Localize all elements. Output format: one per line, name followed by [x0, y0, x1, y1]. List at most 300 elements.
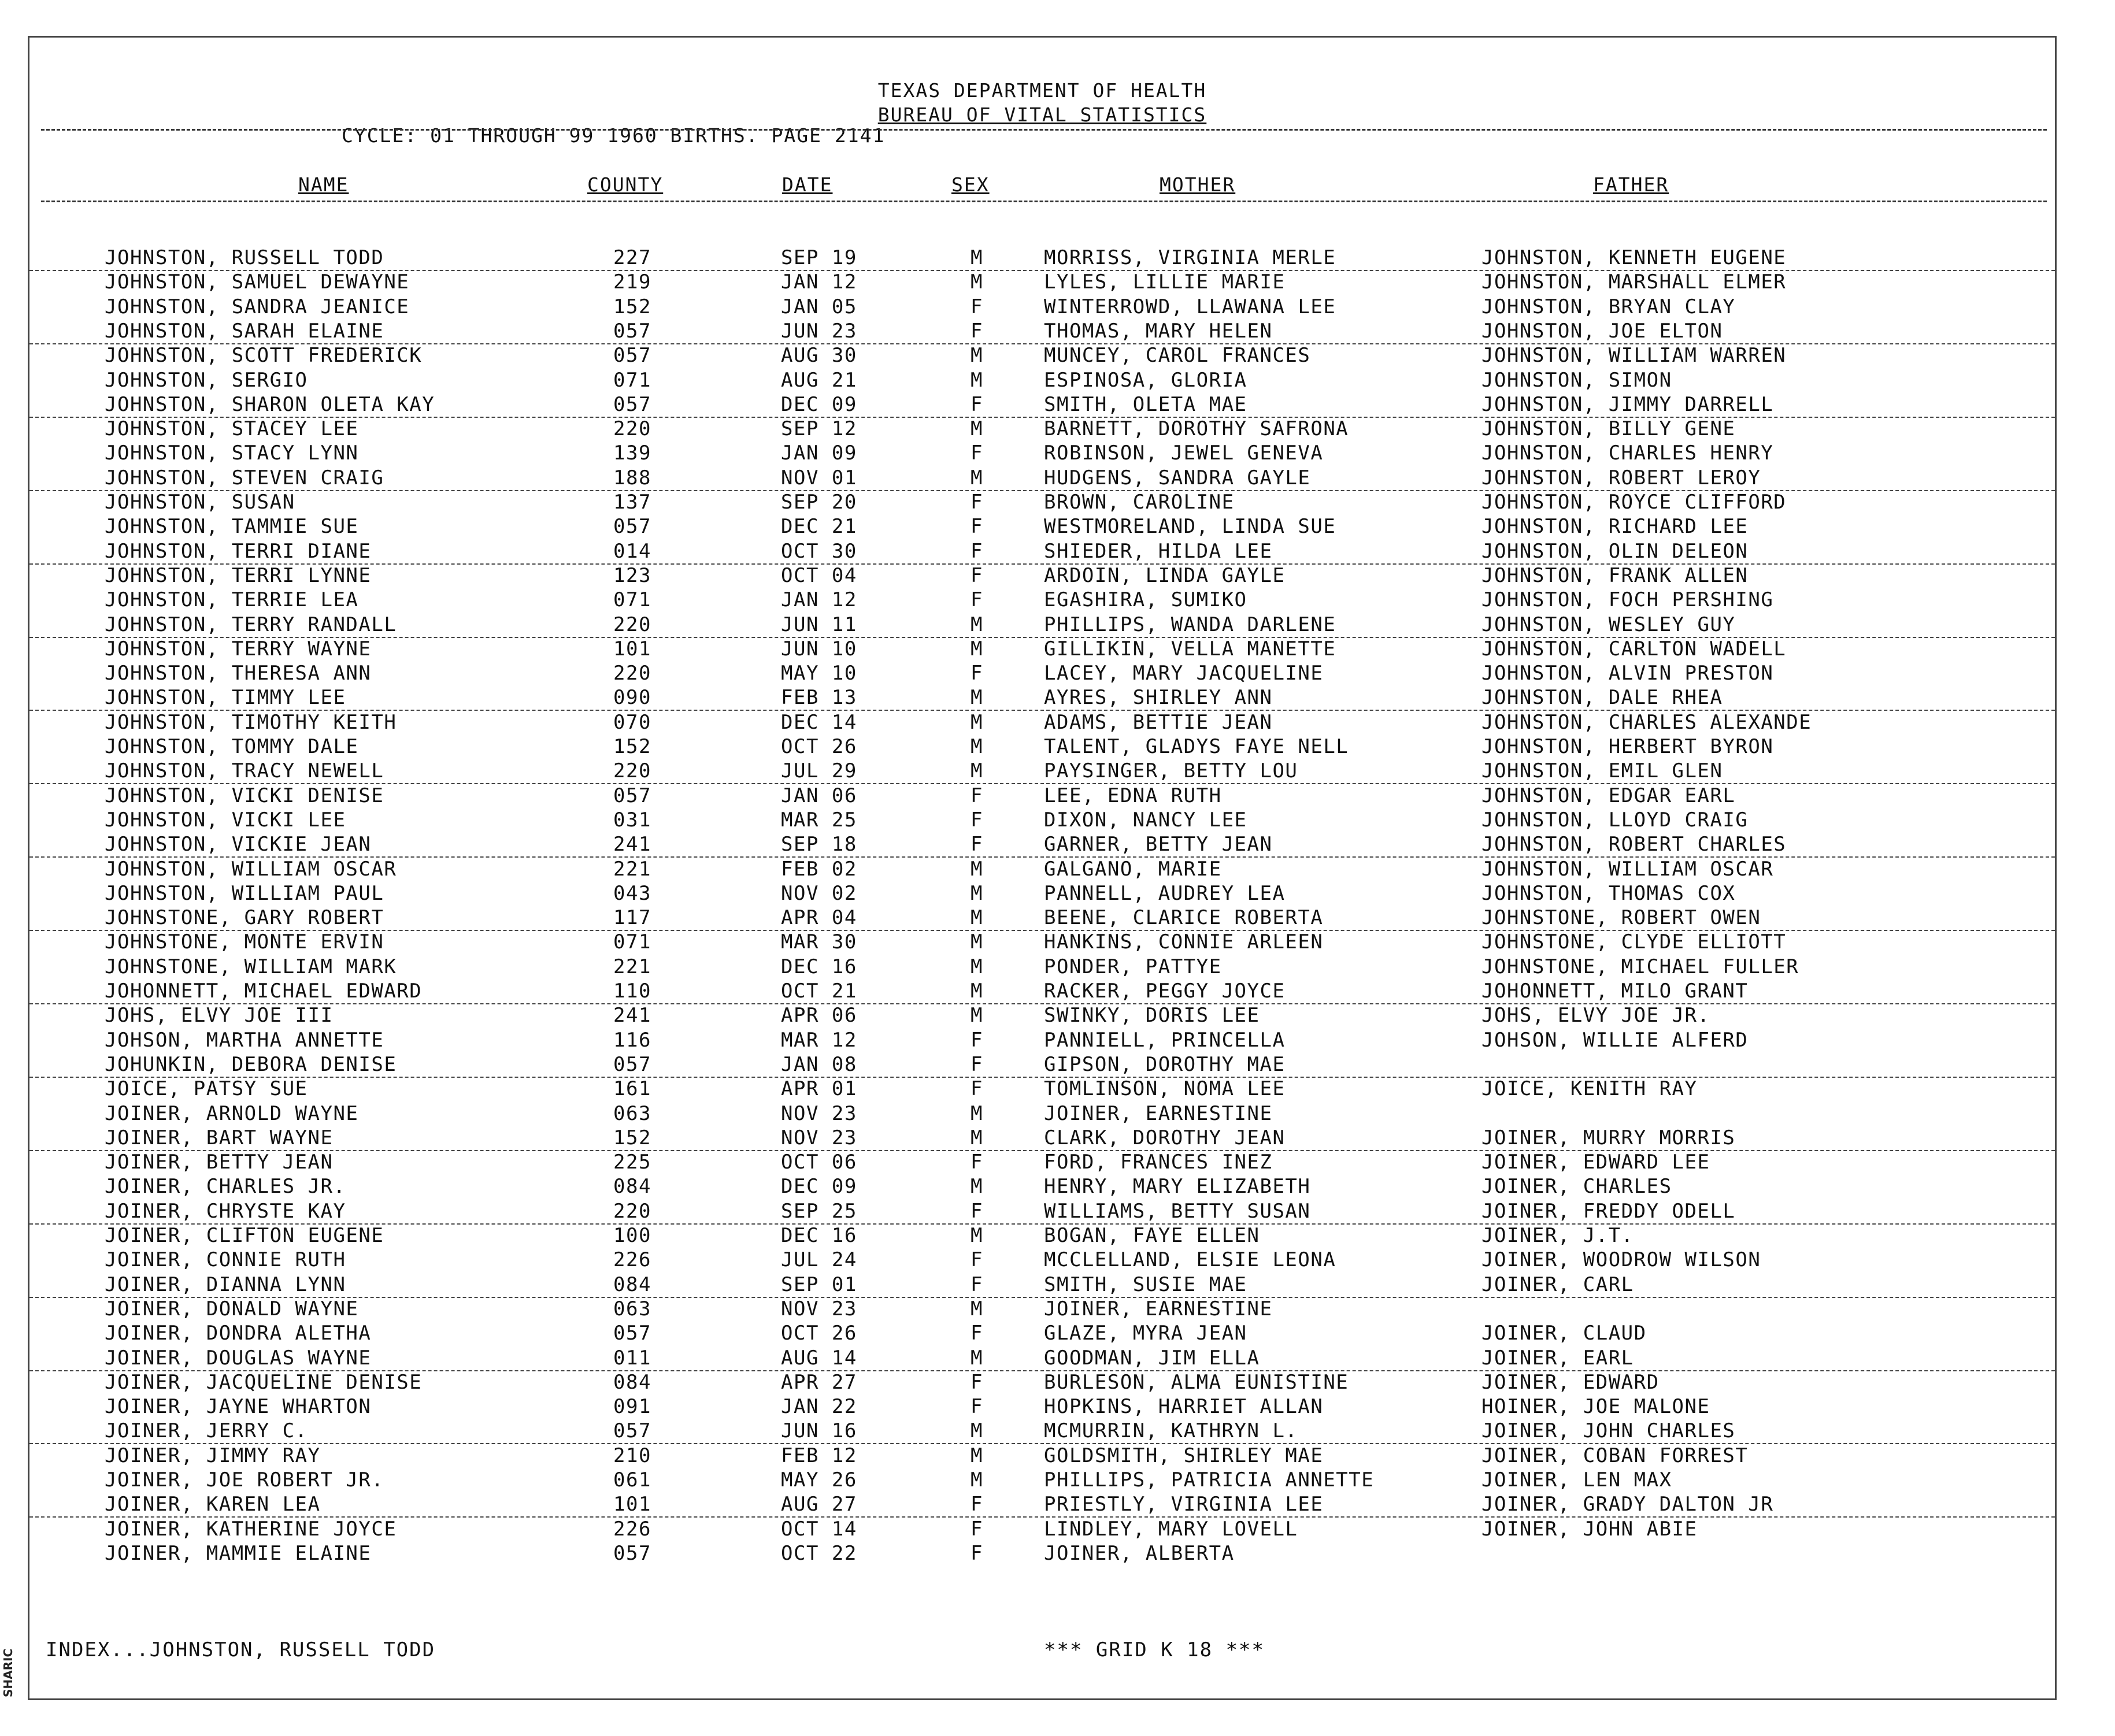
- record-date: DEC 16: [781, 955, 857, 978]
- table-row: [29, 1126, 2055, 1151]
- record-name: JOINER, BETTY JEAN: [105, 1151, 334, 1174]
- record-county: 188: [613, 466, 651, 489]
- record-county: 116: [613, 1028, 651, 1052]
- record-date: OCT 26: [781, 1322, 857, 1345]
- record-county: 031: [613, 808, 651, 832]
- record-name: JOHNSTON, SERGIO: [105, 368, 308, 392]
- record-name: JOHNSTON, TIMOTHY KEITH: [105, 710, 397, 734]
- table-row: [29, 906, 2055, 931]
- record-name: JOHNSTON, VICKI LEE: [105, 808, 346, 832]
- record-sex: M: [971, 980, 983, 1003]
- record-sex: M: [971, 637, 983, 661]
- table-row: [29, 637, 2055, 661]
- record-date: NOV 23: [781, 1126, 857, 1149]
- record-mother: GALGANO, MARIE: [1044, 857, 1222, 881]
- table-row: [29, 1174, 2055, 1199]
- record-sex: F: [971, 319, 983, 343]
- record-sex: F: [971, 1493, 983, 1516]
- record-county: 057: [613, 319, 651, 343]
- table-row: [29, 857, 2055, 881]
- table-row: [29, 246, 2055, 271]
- record-sex: M: [971, 246, 983, 269]
- record-name: JOINER, JACQUELINE DENISE: [105, 1370, 423, 1394]
- record-date: JAN 06: [781, 784, 857, 807]
- record-date: FEB 13: [781, 686, 857, 710]
- record-county: 241: [613, 1004, 651, 1027]
- record-county: 057: [613, 1322, 651, 1345]
- record-name: JOHSON, MARTHA ANNETTE: [105, 1028, 384, 1052]
- record-father: JOHONNETT, MILO GRANT: [1481, 980, 1749, 1003]
- record-county: 220: [613, 613, 651, 636]
- table-row: [29, 343, 2055, 368]
- record-sex: F: [971, 1052, 983, 1076]
- record-name: JOHNSTON, TOMMY DALE: [105, 735, 359, 758]
- record-mother: MCMURRIN, KATHRYN L.: [1044, 1419, 1298, 1443]
- record-sex: M: [971, 344, 983, 368]
- table-row: [29, 710, 2055, 735]
- record-county: 071: [613, 368, 651, 392]
- record-date: JAN 12: [781, 270, 857, 294]
- record-county: 101: [613, 1493, 651, 1516]
- record-sex: M: [971, 466, 983, 489]
- record-date: NOV 23: [781, 1101, 857, 1125]
- table-row: [29, 588, 2055, 612]
- record-name: JOHNSTON, SUSAN: [105, 491, 295, 514]
- record-mother: TOMLINSON, NOMA LEE: [1044, 1077, 1286, 1101]
- record-date: JAN 09: [781, 442, 857, 465]
- record-sex: F: [971, 1273, 983, 1296]
- record-sex: F: [971, 1541, 983, 1565]
- record-county: 123: [613, 563, 651, 587]
- record-name: JOICE, PATSY SUE: [105, 1077, 308, 1101]
- record-father: JOHNSTON, MARSHALL ELMER: [1481, 270, 1787, 294]
- record-sex: M: [971, 270, 983, 294]
- column-header-mother: MOTHER: [1160, 173, 1236, 196]
- record-mother: PRIESTLY, VIRGINIA LEE: [1044, 1493, 1324, 1516]
- record-name: JOINER, BART WAYNE: [105, 1126, 334, 1149]
- record-name: JOHNSTONE, GARY ROBERT: [105, 906, 384, 930]
- record-date: NOV 01: [781, 466, 857, 489]
- record-father: JOHNSTON, LLOYD CRAIG: [1481, 808, 1749, 832]
- record-name: JOHONNETT, MICHAEL EDWARD: [105, 980, 423, 1003]
- record-sex: M: [971, 417, 983, 441]
- record-sex: M: [971, 1346, 983, 1370]
- record-date: SEP 01: [781, 1273, 857, 1296]
- table-row: [29, 1223, 2055, 1248]
- record-date: JUL 24: [781, 1248, 857, 1272]
- record-father: JOHNSTON, OLIN DELEON: [1481, 539, 1749, 563]
- table-row: [29, 1052, 2055, 1078]
- record-county: 226: [613, 1517, 651, 1541]
- record-name: JOINER, DOUGLAS WAYNE: [105, 1346, 372, 1370]
- record-mother: JOINER, EARNESTINE: [1044, 1101, 1273, 1125]
- record-father: JOHNSTON, EDGAR EARL: [1481, 784, 1736, 807]
- table-row: [29, 1468, 2055, 1492]
- column-header-name: NAME: [298, 173, 349, 196]
- record-father: JOINER, CLAUD: [1481, 1322, 1647, 1345]
- record-county: 011: [613, 1346, 651, 1370]
- record-sex: F: [971, 563, 983, 587]
- record-mother: PHILLIPS, WANDA DARLENE: [1044, 613, 1336, 636]
- record-name: JOINER, JOE ROBERT JR.: [105, 1468, 384, 1492]
- record-sex: F: [971, 392, 983, 416]
- record-mother: PANNELL, AUDREY LEA: [1044, 881, 1286, 905]
- record-mother: EGASHIRA, SUMIKO: [1044, 588, 1247, 612]
- record-name: JOHNSTON, TERRI LYNNE: [105, 563, 372, 587]
- record-county: 220: [613, 662, 651, 685]
- record-name: JOINER, JAYNE WHARTON: [105, 1395, 372, 1419]
- record-name: JOHNSTON, TERRIE LEA: [105, 588, 359, 612]
- record-date: SEP 18: [781, 833, 857, 856]
- table-row: [29, 417, 2055, 441]
- table-row: [29, 1028, 2055, 1052]
- record-father: JOHNSTONE, ROBERT OWEN: [1481, 906, 1761, 930]
- record-sex: F: [971, 1151, 983, 1174]
- record-father: JOHNSTON, HERBERT BYRON: [1481, 735, 1774, 758]
- record-mother: SMITH, SUSIE MAE: [1044, 1273, 1247, 1296]
- record-sex: M: [971, 881, 983, 905]
- record-father: JOHNSTON, ALVIN PRESTON: [1481, 662, 1774, 685]
- record-date: AUG 14: [781, 1346, 857, 1370]
- table-row: [29, 466, 2055, 491]
- record-date: MAR 25: [781, 808, 857, 832]
- record-sex: F: [971, 1370, 983, 1394]
- record-sex: M: [971, 1126, 983, 1149]
- record-name: JOHNSTON, TERRY RANDALL: [105, 613, 397, 636]
- record-mother: BOGAN, FAYE ELLEN: [1044, 1224, 1260, 1247]
- record-father: JOINER, GRADY DALTON JR: [1481, 1493, 1774, 1516]
- record-county: 091: [613, 1395, 651, 1419]
- record-sex: F: [971, 1517, 983, 1541]
- record-county: 090: [613, 686, 651, 710]
- record-name: JOHNSTON, TIMMY LEE: [105, 686, 346, 710]
- table-row: [29, 1370, 2055, 1394]
- record-county: 057: [613, 1419, 651, 1443]
- record-name: JOHNSTON, TAMMIE SUE: [105, 515, 359, 539]
- table-row: [29, 1248, 2055, 1272]
- record-date: SEP 19: [781, 246, 857, 269]
- header-rule-bottom: [41, 201, 2047, 202]
- record-name: JOHNSTON, STACY LYNN: [105, 442, 359, 465]
- record-sex: F: [971, 1199, 983, 1223]
- record-father: JOHNSTON, RICHARD LEE: [1481, 515, 1749, 539]
- record-sex: F: [971, 1248, 983, 1272]
- record-father: JOINER, J.T.: [1481, 1224, 1634, 1247]
- table-row: [29, 1199, 2055, 1225]
- ledger-sheet: [28, 36, 2057, 1700]
- record-date: APR 01: [781, 1077, 857, 1101]
- record-mother: LINDLEY, MARY LOVELL: [1044, 1517, 1298, 1541]
- record-date: NOV 02: [781, 881, 857, 905]
- table-row: [29, 368, 2055, 392]
- record-sex: F: [971, 1028, 983, 1052]
- record-county: 071: [613, 588, 651, 612]
- record-father: JOHNSTON, CHARLES HENRY: [1481, 442, 1774, 465]
- record-name: JOINER, CONNIE RUTH: [105, 1248, 346, 1272]
- record-name: JOINER, DONDRA ALETHA: [105, 1322, 372, 1345]
- record-name: JOHNSTON, SHARON OLETA KAY: [105, 392, 435, 416]
- record-county: 057: [613, 515, 651, 539]
- record-father: JOINER, EDWARD: [1481, 1370, 1660, 1394]
- record-date: DEC 21: [781, 515, 857, 539]
- record-date: JUN 10: [781, 637, 857, 661]
- record-sex: M: [971, 1224, 983, 1247]
- record-name: JOHNSTON, TRACY NEWELL: [105, 759, 384, 783]
- record-name: JOHS, ELVY JOE III: [105, 1004, 334, 1027]
- record-mother: LACEY, MARY JACQUELINE: [1044, 662, 1324, 685]
- record-county: 014: [613, 539, 651, 563]
- table-row: [29, 1150, 2055, 1174]
- record-mother: JOINER, ALBERTA: [1044, 1541, 1235, 1565]
- record-date: OCT 21: [781, 980, 857, 1003]
- record-father: JOHNSTON, THOMAS COX: [1481, 881, 1736, 905]
- record-sex: M: [971, 1468, 983, 1492]
- record-mother: ARDOIN, LINDA GAYLE: [1044, 563, 1286, 587]
- record-father: JOICE, KENITH RAY: [1481, 1077, 1698, 1101]
- record-name: JOHNSTONE, MONTE ERVIN: [105, 930, 384, 954]
- record-mother: BEENE, CLARICE ROBERTA: [1044, 906, 1324, 930]
- record-mother: DIXON, NANCY LEE: [1044, 808, 1247, 832]
- record-name: JOHNSTON, WILLIAM OSCAR: [105, 857, 397, 881]
- record-mother: PHILLIPS, PATRICIA ANNETTE: [1044, 1468, 1375, 1492]
- record-date: DEC 09: [781, 1175, 857, 1199]
- record-name: JOINER, DONALD WAYNE: [105, 1297, 359, 1320]
- record-sex: F: [971, 1322, 983, 1345]
- record-name: JOINER, MAMMIE ELAINE: [105, 1541, 372, 1565]
- record-date: FEB 02: [781, 857, 857, 881]
- table-row: [29, 539, 2055, 565]
- record-county: 152: [613, 735, 651, 758]
- record-name: JOINER, CLIFTON EUGENE: [105, 1224, 384, 1247]
- table-row: [29, 979, 2055, 1004]
- table-row: [29, 1517, 2055, 1541]
- record-sex: F: [971, 295, 983, 318]
- record-father: JOHNSTON, WILLIAM WARREN: [1481, 344, 1787, 368]
- record-mother: PONDER, PATTYE: [1044, 955, 1222, 978]
- record-county: 225: [613, 1151, 651, 1174]
- record-county: 152: [613, 295, 651, 318]
- record-county: 220: [613, 759, 651, 783]
- table-row: [29, 832, 2055, 858]
- record-mother: RACKER, PEGGY JOYCE: [1044, 980, 1286, 1003]
- record-mother: PANNIELL, PRINCELLA: [1044, 1028, 1286, 1052]
- table-row: [29, 1419, 2055, 1444]
- record-name: JOHNSTONE, WILLIAM MARK: [105, 955, 397, 978]
- record-date: JAN 22: [781, 1395, 857, 1419]
- record-county: 100: [613, 1224, 651, 1247]
- record-father: JOINER, JOHN CHARLES: [1481, 1419, 1736, 1443]
- record-date: NOV 23: [781, 1297, 857, 1320]
- table-row: [29, 1273, 2055, 1298]
- department-title: TEXAS DEPARTMENT OF HEALTH: [877, 79, 1207, 102]
- record-mother: BURLESON, ALMA EUNISTINE: [1044, 1370, 1349, 1394]
- record-date: AUG 21: [781, 368, 857, 392]
- record-name: JOHNSTON, STACEY LEE: [105, 417, 359, 441]
- record-mother: MCCLELLAND, ELSIE LEONA: [1044, 1248, 1336, 1272]
- record-father: JOINER, MURRY MORRIS: [1481, 1126, 1736, 1149]
- record-name: JOINER, DIANNA LYNN: [105, 1273, 346, 1296]
- record-father: JOHSON, WILLIE ALFERD: [1481, 1028, 1749, 1052]
- record-father: JOHNSTON, JIMMY DARRELL: [1481, 392, 1774, 416]
- table-row: [29, 1394, 2055, 1419]
- table-row: [29, 685, 2055, 711]
- table-row: [29, 1077, 2055, 1101]
- record-mother: GIPSON, DOROTHY MAE: [1044, 1052, 1286, 1076]
- record-sex: F: [971, 491, 983, 514]
- record-mother: HANKINS, CONNIE ARLEEN: [1044, 930, 1324, 954]
- record-date: JAN 12: [781, 588, 857, 612]
- record-name: JOHNSTON, THERESA ANN: [105, 662, 372, 685]
- record-date: APR 06: [781, 1004, 857, 1027]
- record-mother: FORD, FRANCES INEZ: [1044, 1151, 1273, 1174]
- record-father: JOINER, JOHN ABIE: [1481, 1517, 1698, 1541]
- record-father: JOINER, CHARLES: [1481, 1175, 1672, 1199]
- record-name: JOINER, CHRYSTE KAY: [105, 1199, 346, 1223]
- column-header-county: COUNTY: [587, 173, 664, 196]
- table-row: [29, 759, 2055, 784]
- record-father: JOINER, WOODROW WILSON: [1481, 1248, 1761, 1272]
- record-date: JAN 08: [781, 1052, 857, 1076]
- record-name: JOHNSTON, SARAH ELAINE: [105, 319, 384, 343]
- record-date: JUL 29: [781, 759, 857, 783]
- record-sex: M: [971, 857, 983, 881]
- record-father: JOINER, FREDDY ODELL: [1481, 1199, 1736, 1223]
- record-name: JOHNSTON, VICKI DENISE: [105, 784, 384, 807]
- record-mother: ADAMS, BETTIE JEAN: [1044, 710, 1273, 734]
- record-mother: WINTERROWD, LLAWANA LEE: [1044, 295, 1336, 318]
- table-row: [29, 1297, 2055, 1321]
- record-mother: GLAZE, MYRA JEAN: [1044, 1322, 1247, 1345]
- record-father: JOINER, EDWARD LEE: [1481, 1151, 1710, 1174]
- record-date: APR 27: [781, 1370, 857, 1394]
- record-sex: M: [971, 906, 983, 930]
- record-county: 227: [613, 246, 651, 269]
- record-mother: WILLIAMS, BETTY SUSAN: [1044, 1199, 1311, 1223]
- record-county: 063: [613, 1297, 651, 1320]
- record-sex: F: [971, 833, 983, 856]
- record-sex: M: [971, 710, 983, 734]
- table-row: [29, 270, 2055, 294]
- record-sex: M: [971, 686, 983, 710]
- record-mother: JOINER, EARNESTINE: [1044, 1297, 1273, 1320]
- record-date: SEP 25: [781, 1199, 857, 1223]
- record-county: 063: [613, 1101, 651, 1125]
- record-mother: LYLES, LILLIE MARIE: [1044, 270, 1286, 294]
- record-father: JOHNSTON, WESLEY GUY: [1481, 613, 1736, 636]
- record-county: 139: [613, 442, 651, 465]
- record-county: 071: [613, 930, 651, 954]
- record-county: 137: [613, 491, 651, 514]
- table-row: [29, 514, 2055, 539]
- record-date: SEP 20: [781, 491, 857, 514]
- record-mother: WESTMORELAND, LINDA SUE: [1044, 515, 1336, 539]
- record-date: OCT 04: [781, 563, 857, 587]
- record-name: JOINER, JIMMY RAY: [105, 1444, 321, 1467]
- table-row: [29, 784, 2055, 808]
- record-county: 241: [613, 833, 651, 856]
- record-father: JOINER, LEN MAX: [1481, 1468, 1672, 1492]
- record-sex: M: [971, 1444, 983, 1467]
- record-county: 152: [613, 1126, 651, 1149]
- record-date: MAR 30: [781, 930, 857, 954]
- record-name: JOHNSTON, RUSSELL TODD: [105, 246, 384, 269]
- record-date: JUN 23: [781, 319, 857, 343]
- record-father: JOHNSTON, FOCH PERSHING: [1481, 588, 1774, 612]
- record-date: APR 04: [781, 906, 857, 930]
- record-date: SEP 12: [781, 417, 857, 441]
- index-footer: INDEX...JOHNSTON, RUSSELL TODD: [46, 1638, 436, 1661]
- record-father: JOHNSTON, BILLY GENE: [1481, 417, 1736, 441]
- record-date: DEC 16: [781, 1224, 857, 1247]
- record-mother: ESPINOSA, GLORIA: [1044, 368, 1247, 392]
- record-name: JOINER, ARNOLD WAYNE: [105, 1101, 359, 1125]
- table-row: [29, 1101, 2055, 1126]
- record-date: FEB 12: [781, 1444, 857, 1467]
- record-date: MAR 12: [781, 1028, 857, 1052]
- record-county: 210: [613, 1444, 651, 1467]
- record-date: OCT 14: [781, 1517, 857, 1541]
- record-name: JOHNSTON, SCOTT FREDERICK: [105, 344, 423, 368]
- table-row: [29, 490, 2055, 514]
- record-county: 220: [613, 1199, 651, 1223]
- record-father: JOHNSTON, WILLIAM OSCAR: [1481, 857, 1774, 881]
- table-row: [29, 1346, 2055, 1371]
- record-county: 057: [613, 784, 651, 807]
- record-county: 110: [613, 980, 651, 1003]
- record-sex: F: [971, 515, 983, 539]
- record-county: 057: [613, 1052, 651, 1076]
- record-father: JOHS, ELVY JOE JR.: [1481, 1004, 1710, 1027]
- record-date: OCT 22: [781, 1541, 857, 1565]
- record-name: JOHNSTON, TERRI DIANE: [105, 539, 372, 563]
- record-county: 220: [613, 417, 651, 441]
- record-date: OCT 06: [781, 1151, 857, 1174]
- record-name: JOHNSTON, SANDRA JEANICE: [105, 295, 410, 318]
- table-row: [29, 955, 2055, 979]
- record-county: 226: [613, 1248, 651, 1272]
- record-mother: THOMAS, MARY HELEN: [1044, 319, 1273, 343]
- record-father: JOHNSTON, DALE RHEA: [1481, 686, 1723, 710]
- column-header-father: FATHER: [1593, 173, 1669, 196]
- record-father: JOINER, CARL: [1481, 1273, 1634, 1296]
- record-name: JOINER, CHARLES JR.: [105, 1175, 346, 1199]
- table-row: [29, 1541, 2055, 1566]
- record-father: JOHNSTON, CHARLES ALEXANDE: [1481, 710, 1812, 734]
- record-father: JOHNSTON, CARLTON WADELL: [1481, 637, 1787, 661]
- record-mother: HOPKINS, HARRIET ALLAN: [1044, 1395, 1324, 1419]
- record-sex: F: [971, 808, 983, 832]
- record-date: DEC 14: [781, 710, 857, 734]
- record-date: AUG 30: [781, 344, 857, 368]
- table-row: [29, 735, 2055, 759]
- record-county: 070: [613, 710, 651, 734]
- record-county: 221: [613, 955, 651, 978]
- table-row: [29, 392, 2055, 418]
- record-sex: M: [971, 930, 983, 954]
- record-sex: F: [971, 588, 983, 612]
- record-mother: GILLIKIN, VELLA MANETTE: [1044, 637, 1336, 661]
- record-county: 117: [613, 906, 651, 930]
- record-name: JOHNSTON, TERRY WAYNE: [105, 637, 372, 661]
- header-rule-top: [41, 129, 2047, 131]
- record-sex: F: [971, 539, 983, 563]
- record-father: JOHNSTON, KENNETH EUGENE: [1481, 246, 1787, 269]
- record-sex: F: [971, 662, 983, 685]
- record-name: JOHNSTON, SAMUEL DEWAYNE: [105, 270, 410, 294]
- record-mother: MORRISS, VIRGINIA MERLE: [1044, 246, 1336, 269]
- record-county: 101: [613, 637, 651, 661]
- record-name: JOHNSTON, VICKIE JEAN: [105, 833, 372, 856]
